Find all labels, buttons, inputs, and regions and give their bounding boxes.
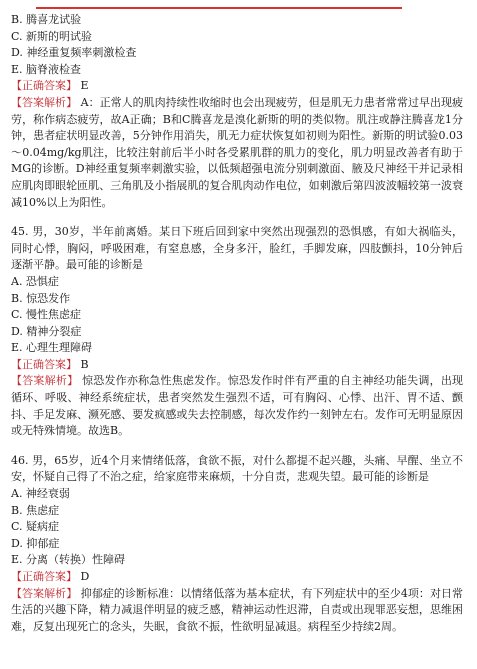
q44-options (11, 12, 463, 78)
q45-option-e: E. 心理生理障碍 (11, 341, 93, 355)
q44-answer-value: E (80, 79, 89, 93)
q46-option-e: E. 分离（转换）性障碍 (11, 553, 126, 567)
q46-option-d: D. 抑郁症 (11, 536, 60, 550)
q44-answer: 【正确答案】 E (11, 79, 89, 93)
q45-answer-value: B (80, 357, 89, 371)
q45-answer: 【正确答案】 B (11, 357, 89, 371)
q44-option-d: D. 神经重复频率刺激检查 (11, 46, 137, 60)
q46-analysis-label: 答案解析 (22, 586, 67, 600)
q45-answer-label: 正确答案 (22, 357, 66, 371)
q44-option-b: B. 腾喜龙试验 (11, 13, 82, 26)
q45-option-b: B. 惊恐发作 (11, 291, 71, 305)
q44-option-e: E. 脑脊液检查 (11, 62, 82, 76)
q46-analysis: 【答案解析】 抑郁症的诊断标准：以情绪低落为基本症状，有下列症状中的至少4项：对日常生活的兴趣下降，精力减退伴明显的疲乏感，精神运动性迟滞，自责或出现罪恶妄想，思维困难，反复出现死亡的念头，失眠，食欲不振，性欲明显减退。病程至少持续2周。 (11, 586, 464, 633)
q45-analysis-text: 惊恐发作亦称急性焦虑发作。惊恐发作时伴有严重的自主神经功能失调，出现循环、呼吸、神经系统症状，患者突然发生强烈不适，可有胸闷、心悸、出汗、胃不适、颤抖、手足发麻、濒死感、要发疯感或失去控制感，每次发作约一刻钟左右。发作可无明显原因或无特殊情境。故选B。 (11, 374, 464, 438)
q45-analysis-label: 答案解析 (22, 374, 68, 388)
q45-stem: 45. 男，30岁，半年前离婚。某日下班后回到家中突然出现强烈的恐惧感，有如大祸临头，同时心悸，胸闷，呼吸困难，有窒息感，全身多汗，脸红，手脚发麻，四肢颤抖，10分钟后逐渐平静。最可能的诊断是 (11, 225, 463, 272)
q44-analysis-label: 答案解析 (22, 95, 67, 109)
q44-analysis: 【答案解析】 A：正常人的肌肉持续性收缩时也会出现疲劳，但是肌无力患者常常过早出现疲劳，称作病态疲劳，故A正确；B和C腾喜龙是溴化新斯的明的类似物。肌注或静注腾喜龙1分钟，患者症状明显改善，5分钟作用消失，肌无力症状恢复如初则为阳性。新斯的明试验0.03～0.04mg/kg肌注，比较注射前后半小时各受累肌群的肌力的变化，肌力明显改善者有助于MG的诊断。D神经重复频率刺激实验，以低频超强电流分别刺激面、腋及尺神经干并记录相应肌肉即眼轮匝肌、三角肌及小指展肌的复合肌肉动作电位，如刺激后第四波波幅较第一波衰减10%以上为阳性。 (11, 95, 464, 209)
q46-answer-label: 正确答案 (22, 570, 66, 583)
document-body (11, 12, 463, 635)
q44-option-c: C. 新斯的明试验 (11, 29, 93, 43)
q46-option-c: C. 疑病症 (11, 520, 60, 534)
q46-stem: 46. 男，65岁，近4个月来情绪低落，食欲不振，对什么都提不起兴趣，头痛、早醒、坐立不安，怀疑自己得了不治之症，给家庭带来麻烦，十分自责，悲观失望。最可能的诊断是 (11, 453, 463, 484)
q45-option-d: D. 精神分裂症 (11, 324, 82, 338)
q46-option-b: B. 焦虑症 (11, 503, 60, 517)
q46-analysis-text: 抑郁症的诊断标准：以情绪低落为基本症状，有下列症状中的至少4项：对日常生活的兴趣下降，精力减退伴明显的疲乏感，精神运动性迟滞，自责或出现罪恶妄想，思维困难，反复出现死亡的念头，失眠，食欲不振，性欲明显减退。病程至少持续2周。 (11, 586, 464, 633)
q46-option-a: A. 神经衰弱 (11, 487, 70, 501)
q44-analysis-text: A：正常人的肌肉持续性收缩时也会出现疲劳，但是肌无力患者常常过早出现疲劳，称作病态疲劳，故A正确；B和C腾喜龙是溴化新斯的明的类似物。肌注或静注腾喜龙1分钟，患者症状明显改善，5分钟作用消失，肌无力症状恢复如初则为阳性。新斯的明试验0.03～0.04mg/kg肌注，比较注射前后半小时各受累肌群的肌力的变化，肌力明显改善者有助于MG的诊断。D神经重复频率刺激实验，以低频超强电流分别刺激面、腋及尺神经干并记录相应肌肉即眼轮匝肌、三角肌及小指展肌的复合肌肉动作电位，如刺激后第四波波幅较第一波衰减10%以上为阳性。 (11, 95, 464, 209)
header-rule (36, 7, 402, 9)
q45-options (11, 274, 463, 357)
q44-answer-label: 正确答案 (22, 79, 66, 93)
q46-options (11, 486, 463, 569)
q46-answer-value: D (80, 570, 90, 583)
q45-analysis: 【答案解析】 惊恐发作亦称急性焦虑发作。惊恐发作时伴有严重的自主神经功能失调，出现循环、呼吸、神经系统症状，患者突然发生强烈不适，可有胸闷、心悸、出汗、胃不适、颤抖、手足发麻、濒死感、要发疯感或失去控制感，每次发作约一刻钟左右。发作可无明显原因或无特殊情境。故选B。 (11, 374, 464, 438)
q45-option-a: A. 恐惧症 (11, 274, 59, 288)
q46-answer: 【正确答案】 D (11, 570, 90, 583)
q45-option-c: C. 慢性焦虑症 (11, 308, 82, 322)
